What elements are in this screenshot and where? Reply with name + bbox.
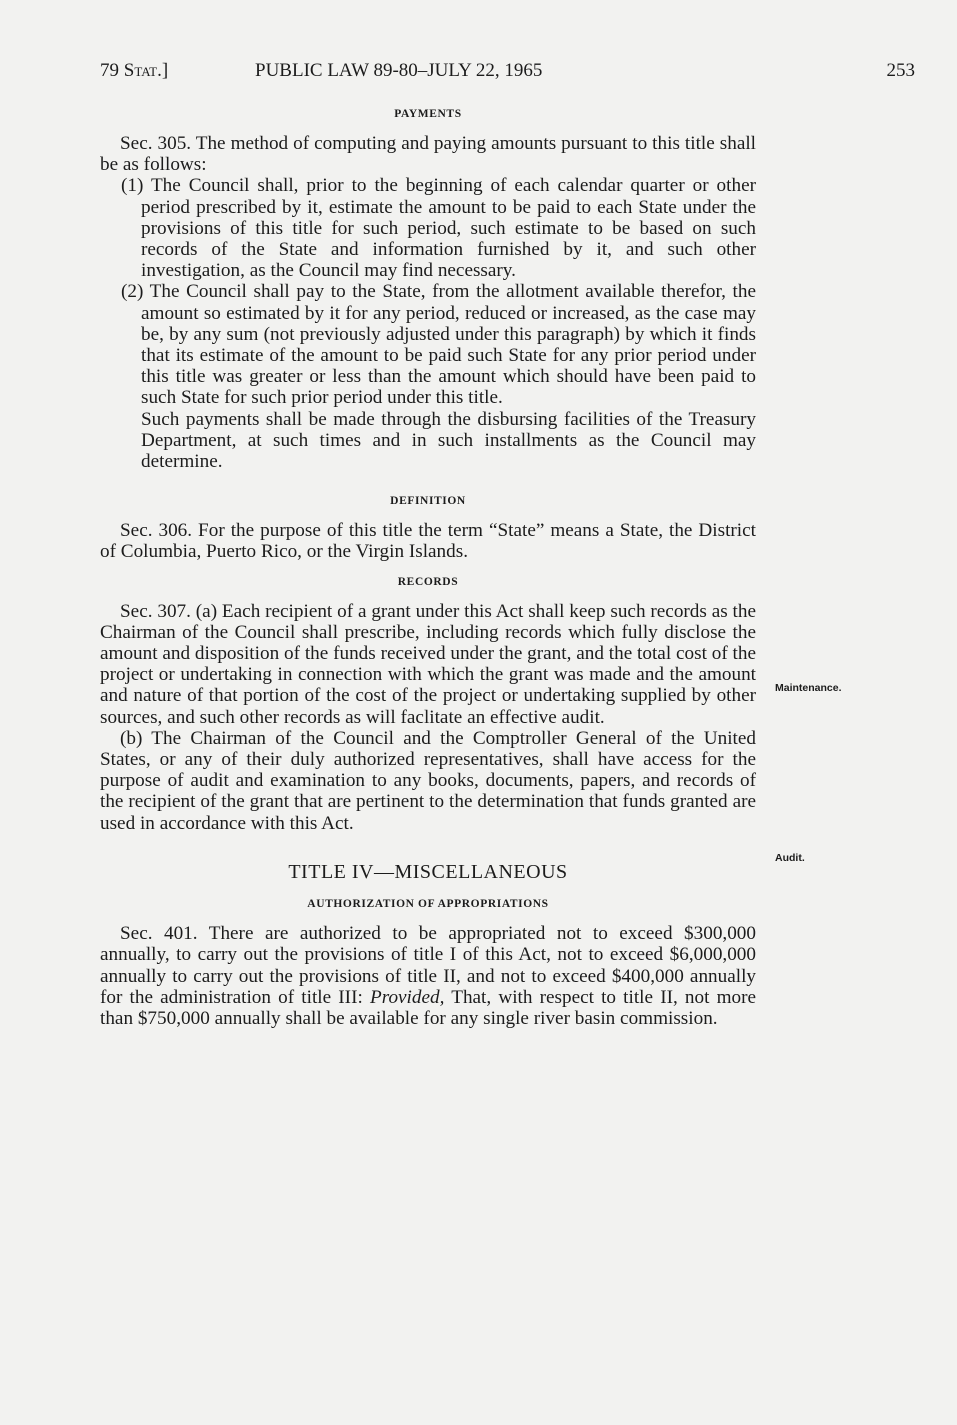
sec-305-intro: Sec. 305. The method of computing and paying amounts pursuant to this title shall be as follows: [100,133,756,176]
sec-401-text [100,923,756,1029]
section-appropriations [100,897,756,1029]
margin-note-audit: Audit. [775,852,805,864]
payments-heading: PAYMENTS [394,108,462,120]
sec-306-text: Sec. 306. For the purpose of this title the term “State” means a State, the District of Columbia, Puerto Rico, or the Virgin Islands. [100,520,756,563]
page-header [100,60,915,88]
records-heading: RECORDS [397,575,459,588]
appropriations-heading: AUTHORIZATION OF APPROPRIATIONS [307,898,549,911]
section-payments [100,107,756,472]
sec-305-item-2-continued: Such payments shall be made through the disbursing facilities of the Treasury Department, at such times and in such installments as the Council may determine. [141,408,756,473]
sec-307-b: (b) The Chairman of the Council and the Comptroller General of the United States, or any of their duly authorized representatives, shall have access for the purpose of audit and examination to any books, documents, papers, and records of the recipient of the grant that are pertinent to the determination that funds granted are used in accordance with this Act. [100,727,756,834]
definition-heading: DEFINITION [390,495,466,508]
section-records [100,575,756,834]
margin-note-maintenance: Maintenance. [775,682,842,694]
sec-307-a: Sec. 307. (a) Each recipient of a grant under this Act shall keep such records as the Chairman of the Council shall prescribe, including records which fully disclose the amount and disposition of the funds received under the grant, and the total cost of the project or undertaking in connection with which the grant was made and the amount and nature of that portion of the cost of the project or undertaking supplied by other sources, and such other records as will faclitate an effective audit. [100,600,756,728]
volume-citation: 79 Stat.] [100,60,169,81]
law-title: PUBLIC LAW 89-80–JULY 22, 1965 [255,60,543,81]
sec-305-item-1: (1) The Council shall, prior to the beginning of each calendar quarter or other period prescribed by it, estimate the amount to be paid to each State under the provisions of this title for such period, such estimate to be based on such records of the State and information furnished by it, and such other investigation, as the Council may find necessary. [121,175,756,282]
title-iv-heading: TITLE IV—MISCELLANEOUS [288,860,568,883]
sec-401-text-before: Sec. 401. There are authorized to be appropriated not to exceed $300,000 annually, to carry out the provisions of title I of this Act, not to exceed $6,000,000 annually to carry out the provisions of title II, and not to exceed $400,000 annually for the administration of title III: [100,923,756,1008]
sec-305-item-2: (2) The Council shall pay to the State, from the allotment available therefor, the amount so estimated by it for any period, reduced or increased, as the case may be, by any sum (not previously adjusted under this paragraph) by which it finds that its estimate of the amount to be paid such State for any prior period under this title was greater or less than the amount which should have been paid to such State for such prior period under this title. [121,281,756,409]
page-body [100,107,756,1029]
page-number: 253 [886,60,915,81]
sec-401-provided: Provided, [369,986,445,1008]
section-definition [100,494,756,562]
sec-401-text-after: That, with respect to title II, not more than $750,000 annually shall be available for any single river basin commission. [100,986,757,1029]
